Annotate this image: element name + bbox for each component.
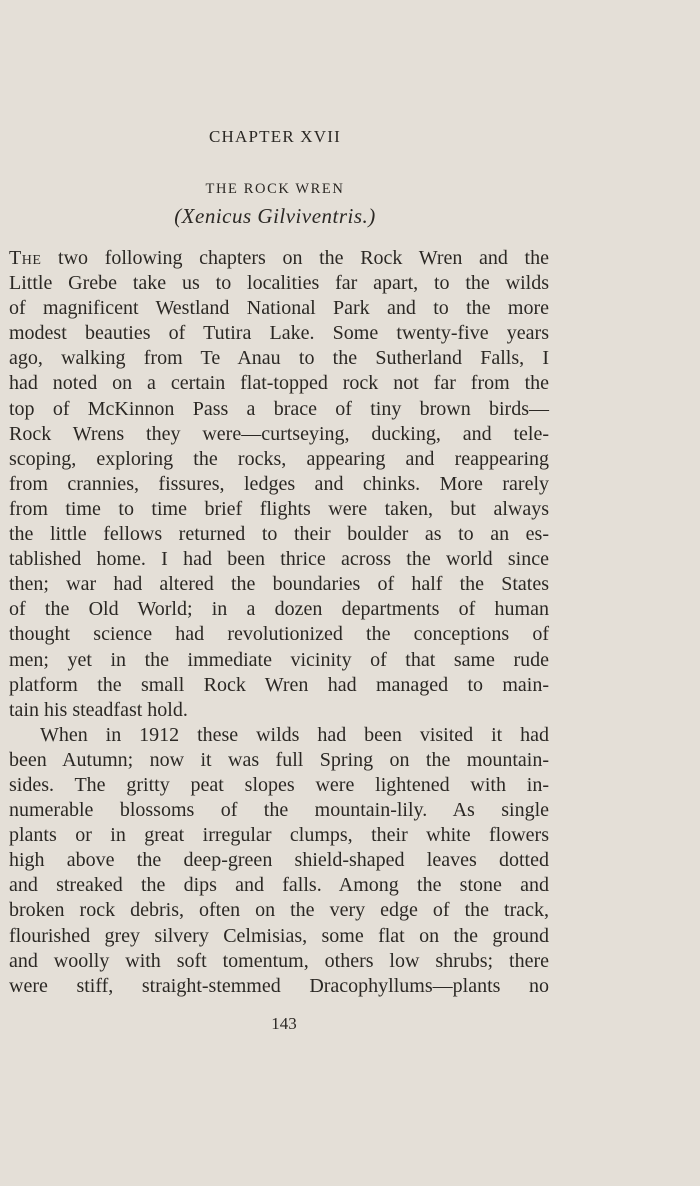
text-line: thought science had revolutionized the conceptions of: [9, 623, 549, 646]
text-line: were stiff, straight-stemmed Dracophyllums—plants no: [9, 974, 549, 997]
text-line: men; yet in the immediate vicinity of that same rude: [9, 648, 549, 671]
text-line: been Autumn; now it was full Spring on the mountain-: [9, 748, 549, 771]
text-line: flourished grey silvery Celmisias, some flat on the ground: [9, 924, 549, 947]
text-line: The two following chapters on the Rock Wren and the: [9, 247, 549, 269]
chapter-heading: CHAPTER XVII: [209, 127, 341, 146]
text-line: and woolly with soft tomentum, others low shrubs; there: [9, 949, 549, 972]
text-line: When in 1912 these wilds had been visited it had: [40, 723, 549, 746]
chapter-subtitle: (Xenicus Gilviventris.): [174, 204, 376, 228]
text-line: numerable blossoms of the mountain-lily. As single: [9, 799, 549, 822]
text-line: ago, walking from Te Anau to the Sutherland Falls, I: [9, 347, 549, 370]
page-number: 143: [271, 1014, 297, 1033]
drop-word: The: [9, 247, 42, 269]
text-line: of the Old World; in a dozen departments of human: [9, 598, 549, 621]
text-line: then; war had altered the boundaries of half the States: [9, 573, 549, 596]
text-line: Rock Wrens they were—curtseying, ducking, and tele-: [9, 422, 549, 445]
text-line: high above the deep-green shield-shaped leaves dotted: [9, 849, 549, 872]
text-line: tablished home. I had been thrice across the world since: [9, 548, 549, 571]
text-line: of magnificent Westland National Park and to the more: [9, 297, 549, 320]
text-line: broken rock debris, often on the very edge of the track,: [9, 899, 549, 922]
text-line: sides. The gritty peat slopes were lightened with in-: [9, 773, 549, 796]
text-line: tain his steadfast hold.: [9, 698, 188, 721]
text-line: plants or in great irregular clumps, their white flowers: [9, 824, 549, 847]
text-line: had noted on a certain flat-topped rock not far from the: [9, 372, 549, 395]
text-line: Little Grebe take us to localities far apart, to the wilds: [9, 272, 549, 295]
text-line: the little fellows returned to their boulder as to an es-: [9, 523, 549, 546]
text-line: from time to time brief flights were taken, but always: [9, 497, 549, 520]
text-line: scoping, exploring the rocks, appearing and reappearing: [9, 447, 549, 470]
text-line: from crannies, fissures, ledges and chinks. More rarely: [9, 472, 549, 495]
text-line: platform the small Rock Wren had managed to main-: [9, 673, 549, 696]
text-line: modest beauties of Tutira Lake. Some twenty-five years: [9, 322, 549, 345]
text-line: and streaked the dips and falls. Among the stone and: [9, 874, 549, 897]
chapter-title: THE ROCK WREN: [205, 181, 345, 197]
body-text: [9, 246, 549, 999]
text-line: top of McKinnon Pass a brace of tiny brown birds—: [9, 397, 549, 420]
